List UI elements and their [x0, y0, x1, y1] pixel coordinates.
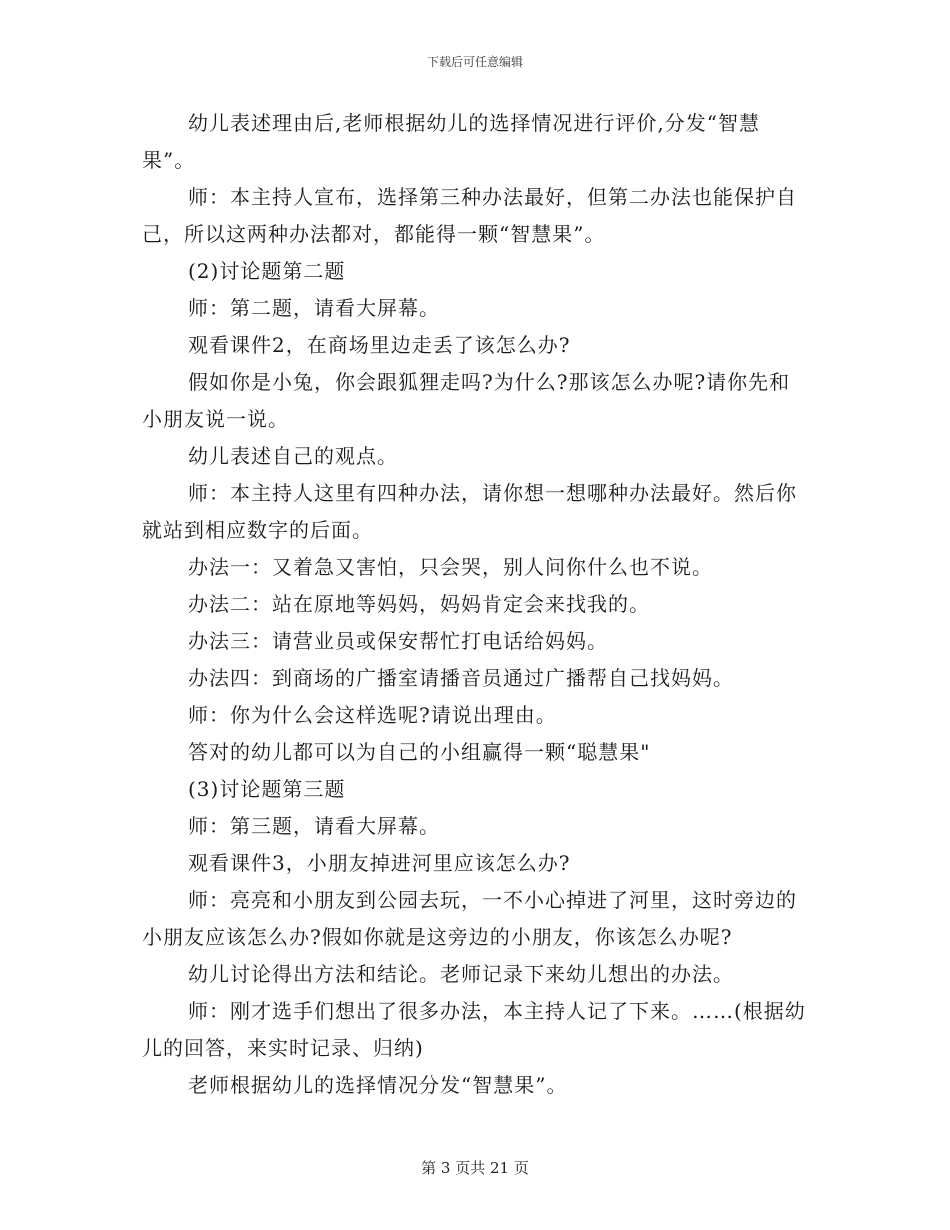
paragraph: 师：你为什么会这样选呢?请说出理由。	[188, 703, 557, 727]
paragraph: 师：本主持人这里有四种办法，请你想一想哪种办法最好。然后你就站到相应数字的后面。	[142, 481, 797, 542]
paragraph: 办法四：到商场的广播室请播音员通过广播帮自己找妈妈。	[188, 666, 734, 690]
paragraph: 师：本主持人宣布，选择第三种办法最好，但第二办法也能保护自己，所以这两种办法都对，都能得一颗“智慧果”。	[142, 185, 797, 246]
page-number-footer: 第 3 页共 21 页	[421, 1159, 529, 1177]
paragraph: 师：第二题，请看大屏幕。	[188, 296, 440, 320]
paragraph: 办法三：请营业员或保安帮忙打电话给妈妈。	[188, 629, 608, 653]
paragraph: 答对的幼儿都可以为自己的小组赢得一颗“聪慧果"	[188, 740, 651, 764]
paragraph: 幼儿表述自己的观点。	[188, 444, 398, 468]
paragraph: (2)讨论题第二题	[188, 259, 346, 283]
paragraph: 观看课件3，小朋友掉进河里应该怎么办?	[188, 851, 571, 875]
paragraph: 师：第三题，请看大屏幕。	[188, 814, 440, 838]
paragraph: 师：刚才选手们想出了很多办法，本主持人记了下来。……(根据幼儿的回答，来实时记录、归纳)	[142, 999, 806, 1060]
paragraph: (3)讨论题第三题	[188, 777, 346, 801]
paragraph: 幼儿表述理由后,老师根据幼儿的选择情况进行评价,分发“智慧果”。	[142, 111, 760, 172]
paragraph: 观看课件2，在商场里边走丢了该怎么办?	[188, 333, 571, 357]
paragraph: 办法一：又着急又害怕，只会哭，别人问你什么也不说。	[188, 555, 713, 579]
document-body	[142, 105, 808, 1104]
paragraph: 老师根据幼儿的选择情况分发“智慧果”。	[188, 1073, 568, 1097]
paragraph: 办法二：站在原地等妈妈，妈妈肯定会来找我的。	[188, 592, 650, 616]
header-note: 下载后可任意编辑	[426, 55, 523, 69]
paragraph: 假如你是小兔，你会跟狐狸走吗?为什么?那该怎么办呢?请你先和小朋友说一说。	[142, 370, 791, 431]
paragraph: 幼儿讨论得出方法和结论。老师记录下来幼儿想出的办法。	[188, 962, 734, 986]
paragraph: 师：亮亮和小朋友到公园去玩，一不小心掉进了河里，这时旁边的小朋友应该怎么办?假如你就是这旁边的小朋友，你该怎么办呢?	[142, 888, 797, 949]
